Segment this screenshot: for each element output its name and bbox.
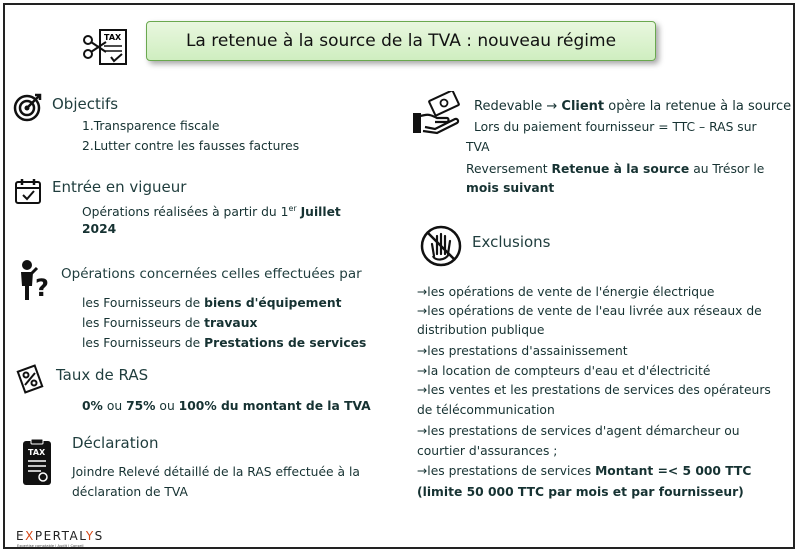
tax-form-icon [21,439,53,487]
no-hand-icon [419,224,463,268]
percent-icon [15,364,45,394]
operations-item: les Fournisseurs de travaux [82,316,258,330]
operations-heading: Opérations concernées celles effectuées par [61,266,362,282]
expertalys-logo: EXPERTALYS [16,529,104,543]
page-title: La retenue à la source de la TVA : nouveau régime [146,21,656,61]
redevable-line: mois suivant [466,181,555,195]
objectif-item: 1.Transparence fiscale [82,119,220,133]
tax-scissors-icon [80,28,130,68]
redevable-line: Lors du paiement fournisseur = TTC – RAS sur [474,120,757,134]
taux-values: 0% ou 75% ou 100% du montant de la TVA [82,399,371,413]
exclusion-item: courtier d'assurances ; [417,444,558,458]
redevable-line: Redevable → Client opère la retenue à la source [474,99,792,114]
exclusion-item: →les prestations de services Montant =< 5 000 TTC [417,464,752,478]
operations-item: les Fournisseurs de Prestations de services [82,336,367,350]
calendar-icon [14,177,42,205]
operations-item: les Fournisseurs de biens d'équipement [82,296,342,310]
exclusion-item: →les prestations d'assainissement [417,344,628,358]
declaration-text: Joindre Relevé détaillé de la RAS effectuée à la [72,465,360,479]
logo-subtitle: Expertise comptable | Audit | Conseil [17,544,84,548]
exclusions-heading: Exclusions [472,233,551,251]
exclusion-item: →les opérations de vente de l'énergie électrique [417,285,715,299]
svg-text:?: ? [35,274,49,302]
redevable-line: TVA [466,140,490,154]
exclusion-item: distribution publique [417,323,545,337]
svg-text:TAX: TAX [28,448,46,457]
exclusion-item: →la location de compteurs d'eau et d'électricité [417,364,711,378]
declaration-heading: Déclaration [72,434,159,452]
exclusion-item: de télécommunication [417,403,555,417]
redevable-line: Reversement Retenue à la source au Trésor le [466,162,765,176]
entree-year: 2024 [82,222,117,236]
exclusion-item: →les prestations de services d'agent démarcheur ou [417,424,740,438]
declaration-text: déclaration de TVA [72,485,188,499]
question-person-icon [15,258,49,302]
taux-heading: Taux de RAS [56,366,149,384]
hand-money-icon [413,91,461,135]
exclusion-item: →les ventes et les prestations de services des opérateurs [417,383,771,397]
svg-text:TAX: TAX [104,33,122,42]
entree-heading: Entrée en vigueur [52,178,187,196]
objectif-item: 2.Lutter contre les fausses factures [82,139,300,153]
target-icon [13,92,43,122]
exclusion-item: →les opérations de vente de l'eau livrée aux réseaux de [417,304,762,318]
entree-text: Opérations réalisées à partir du 1er Juillet [82,204,341,220]
objectifs-heading: Objectifs [52,95,119,113]
exclusion-item: (limite 50 000 TTC par mois et par fournisseur) [417,485,744,499]
